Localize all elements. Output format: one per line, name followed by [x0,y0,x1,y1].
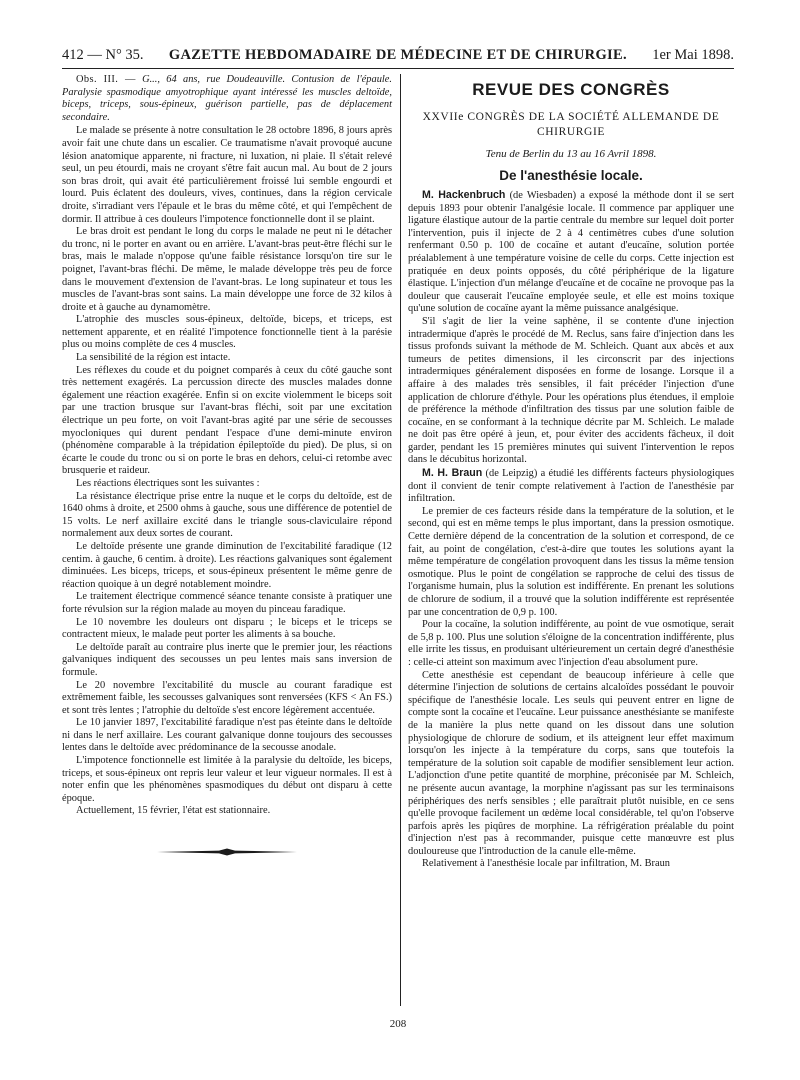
case-paragraph: La résistance électrique prise entre la nuque et le corps du deltoïde, est de 1640 ohms à droite, et 2500 ohms à gauche, sous une différence de potentiel de 15 volts. Le nerf axillaire excité dans le triangle sous-claviculaire répond normalement aux deux sortes de courant. [62,490,392,540]
case-paragraph: Le 20 novembre l'excitabilité du muscle au courant faradique est extrêmement faible, les secousses galvaniques sont renversées (KFS < An FS.) et sont très lentes ; l'atrophie du deltoïde s'est encore légèrement accentuée. [62,679,392,716]
observation-heading [62,74,392,124]
article-paragraph: Cette anesthésie est cependant de beaucoup inférieure à celle que détermine l'injection de solutions de certains alcaloïdes possédant le pouvoir spécifique de l'anesthésie locale. Les seuls qui peuvent entrer en ligne de compte sont la cocaïne et l'eucaïne. Leur puissance anesthésiante se manifeste de la manière la plus nette quand on les dissout dans une solution physiologique de chlorure de sodium, et ils atteignent leur effet maximum lorsqu'on les injecte à la température du corps, sans que toutefois la température de la solution soit capable de modifier sensiblement leur action. L'adjonction d'une petite quantité de morphine, préconisée par M. Schleich, ne présente aucun avantage, la morphine n'agissant pas sur les terminaisons périphériques des nerfs sensibles ; elle paraîtrait plutôt nuisible, en ce sens qu'elle provoque facilement un œdème local considérable, tel qu'on l'observe parfois après les piqûres de morphine. La réfrigération préalable du point d'injection n'est pas à recommander, puisque cette manœuvre est plus douloureuse que l'introduction de la canule elle-même. [408,669,734,857]
case-paragraph: L'atrophie des muscles sous-épineux, deltoïde, biceps, et triceps, est nettement apparente, et en réalité l'impotence fonctionnelle tient à la parésie plus ou moins complète de ces 4 muscles. [62,314,392,351]
speaker-name: M. Hackenbruch [422,189,506,201]
case-paragraph: Le malade se présente à notre consultation le 28 octobre 1896, 8 jours après avoir fait une chute dans un escalier. Ce traumatisme n'avait provoqué aucune lésion anatomique apparente, ni fracture, ni luxation, ni plaie. Il s'était relevé seul, un peu étourdi, mais ne croyant s'être fait aucun mal. Au bout de 2 jours son bras droit, qui avait été particulièrement froissé lui semble engourdi et lourd. Puis éclatent des douleurs, vives, continues, dans la région cervicale droite, s'irradiant vers l'épaule et le bras du même côté, et qui l'empêchent de dormir. Il attribue à ces douleurs l'impotence fonctionnelle dont il se plaint. [62,125,392,225]
column-divider [400,74,401,1006]
case-paragraph: Le bras droit est pendant le long du corps le malade ne peut ni le détacher du tronc, ni le porter en avant ou en arrière. L'avant-bras peut-être fléchi sur le bras, mais le malade n'oppose qu'une faible résistance lorsqu'on tire sur le poignet, l'avant-bras fléchi. De même, le malade développe très peu de force dans le mouvement d'extension de l'avant-bras. Le long supinateur et tous les muscles de l'avant-bras sont sains. La main développe une force de 32 kilos à droite et à gauche au dynamomètre. [62,226,392,313]
article-paragraph [408,467,734,506]
case-paragraph: Le deltoïde présente une grande diminution de l'excitabilité faradique (12 centim. à gauche, 6 centim. à droite). Les réactions galvaniques sont également diminuées. Les biceps, triceps, et sous-épineux présentent le même genre de réaction quoique à un degré notablement moindre. [62,540,392,590]
paragraph-text: (de Leipzig) a étudié les différents facteurs physiologiques dont il convient de tenir compte relativement à l'action de l'anesthésie par infiltration. [408,468,734,505]
section-end-ornament [62,848,392,856]
observation-summary: G..., 64 ans, rue Doudeauville. Contusion de l'épaule. Paralysie spasmodique amyotrophique ayant intéressé les muscles deltoïde, biceps, triceps, sous-épineux, guérison partielle, pas de déplacement secondaire. [62,74,392,123]
article-paragraph: Relativement à l'anesthésie locale par infiltration, M. Braun [422,858,670,870]
case-paragraph: Le deltoïde paraît au contraire plus inerte que le premier jour, les réactions galvaniques indiquent des secousses un peu lentes mais sans inversion de formule. [62,641,392,678]
case-paragraph: Le traitement électrique commencé séance tenante consiste à pratiquer une forte révulsion sur la région malade au moyen du pinceau faradique. [62,591,392,615]
article-paragraph: Le premier de ces facteurs réside dans la température de la solution, et le second, qui est en même temps le plus important, dans la pression osmotique. Cette dernière dépend de la concentration de la solution et correspond, de ce fait, au point de congélation, c'est-à-dire que toutes les solutions ayant la même température de congélation provoquent dans les tissus la même tension osmotique. Plus le point de congélation se rapproche de celui des tissus de l'organisme humain, plus la solution est indifférente. En prenant les solutions de chlorure de sodium, il a trouvé que la solution indifférente est représentée par une concentration de 0,9 p. 100. [408,505,734,618]
congress-dates: Tenu de Berlin du 13 au 16 Avril 1898. [485,148,657,160]
case-paragraph: Le 10 novembre les douleurs ont disparu ; le biceps et le triceps se contractent mieux, le malade peut porter les aliments à sa bouche. [62,616,392,641]
article-title: De l'anesthésie locale. [499,168,643,183]
observation-label: Obs. III. — [76,74,136,85]
article-paragraph: Pour la cocaïne, la solution indifférente, au point de vue osmotique, serait de 5,8 p. 100. Plus une solution s'éloigne de la concentration indifférente, plus elle irrite les tissus, en produisant ultérieurement un certain degré d'anesthésie : celle-ci atteint son maximum avec l'injection d'eau absolument pure. [408,619,734,668]
article-paragraph [408,189,734,316]
case-paragraph: Les réactions électriques sont les suivantes : [76,478,260,489]
case-paragraph: Les réflexes du coude et du poignet comparés à ceux du côté gauche sont très nettement exagérés. La percussion directe des muscles malades donne également une réaction exagérée. Enfin si on excite violemment le biceps soit par une traction brusque sur l'avant-bras fléchi, soit par une excitation électrique un peu forte, on voit l'avant-bras agité par une série de secousses myocloniques qui durent pendant l'espace d'une demi-minute environ (phénomène comparable à la trépidation épileptoïde du pied). De plus, si on écarte le coude du tronc ou si on porte le bras en dehors, celui-ci retombe avec brusquerie et raideur. [62,364,392,477]
section-masthead: REVUE DES CONGRÈS [472,80,670,99]
case-paragraph: Actuellement, 15 février, l'état est stationnaire. [76,805,271,817]
journal-title: GAZETTE HEBDOMADAIRE DE MÉDECINE ET DE CHIRURGIE. [168,47,627,63]
rule-ornament-icon [157,848,297,856]
case-paragraph: La sensibilité de la région est intacte. [76,352,231,364]
case-paragraph: L'impotence fonctionnelle est limitée à la paralysie du deltoïde, les biceps, triceps, et sous-épineux ont repris leur valeur et leur vigueur normales. Il est à noter enfin que les phénomènes spasmodiques du début ont disparu à cette époque. [62,755,392,804]
congress-title: XXVIIe CONGRÈS DE LA SOCIÉTÉ ALLEMANDE DE CHIRURGIE [422,111,720,138]
case-paragraph: Le 10 janvier 1897, l'excitabilité faradique n'est pas éteinte dans le deltoïde ni dans le nerf axillaire. Les courant galvanique donne toujours des secousses lentes dans le deltoïde avec prédominance de la secousse anodale. [62,717,392,754]
running-header [62,38,734,69]
paragraph-text: (de Wiesbaden) a exposé la méthode dont il se sert depuis 1893 pour obtenir l'analgésie locale. Il commence par appliquer une ligature élastique autour de la partie centrale du membre sur lequel doit porter l'intervention, puis il injecte de 2 à 4 centimètres cubes d'une solution renfermant 0.50 p. 100 de cocaïne et autant d'eucaïne, solution portée préalablement à une température voisine de celle du corps. Cette injection est pratiquée en deux points opposés, du côté périphérique de la ligature élastique. L'injection d'un mélange d'eucaïne et de cocaïne ne provoque pas la douleur que causerait l'eucaïne employée seule, et elle est moins toxique qu'une solution de cocaïne ayant la même puissance analgésique. [408,190,734,315]
page-body [62,74,734,1032]
speaker-name: M. H. Braun [422,467,483,480]
page-footer-number: 208 [389,1018,407,1030]
issue-date: 1er Mai 1898. [652,47,734,63]
article-paragraph: S'il s'agit de lier la veine saphène, il se contente d'une injection intradermique d'après le procédé de M. Reclus, sans faire d'injection dans les tissus profonds suivant la méthode de M. Schleich. Quant aux abcès et aux tumeurs de petites dimensions, il les circonscrit par des injections intradermiques généralement disposées en forme de losange. Lorsque il a affaire à des malades très sensibles, il fait précéder l'injection d'une application de chlorure d'éthyle. Pour les opérations plus étendues, il emploie de préférence la méthode d'infiltration des tissus par une solution faible de cocaïne, en se conformant à la technique décrite par M. Schleich. Le malade ne doit pas être opéré à jeun, et, pour éviter des accidents fâcheux, il doit garder, pendant les 15 premières minutes qui suivent l'intervention le repos dans le décubitus horizontal. [408,315,734,466]
right-column [408,74,734,1032]
left-column [62,74,400,1032]
page-number-issue: 412 — N° 35. [62,47,144,63]
